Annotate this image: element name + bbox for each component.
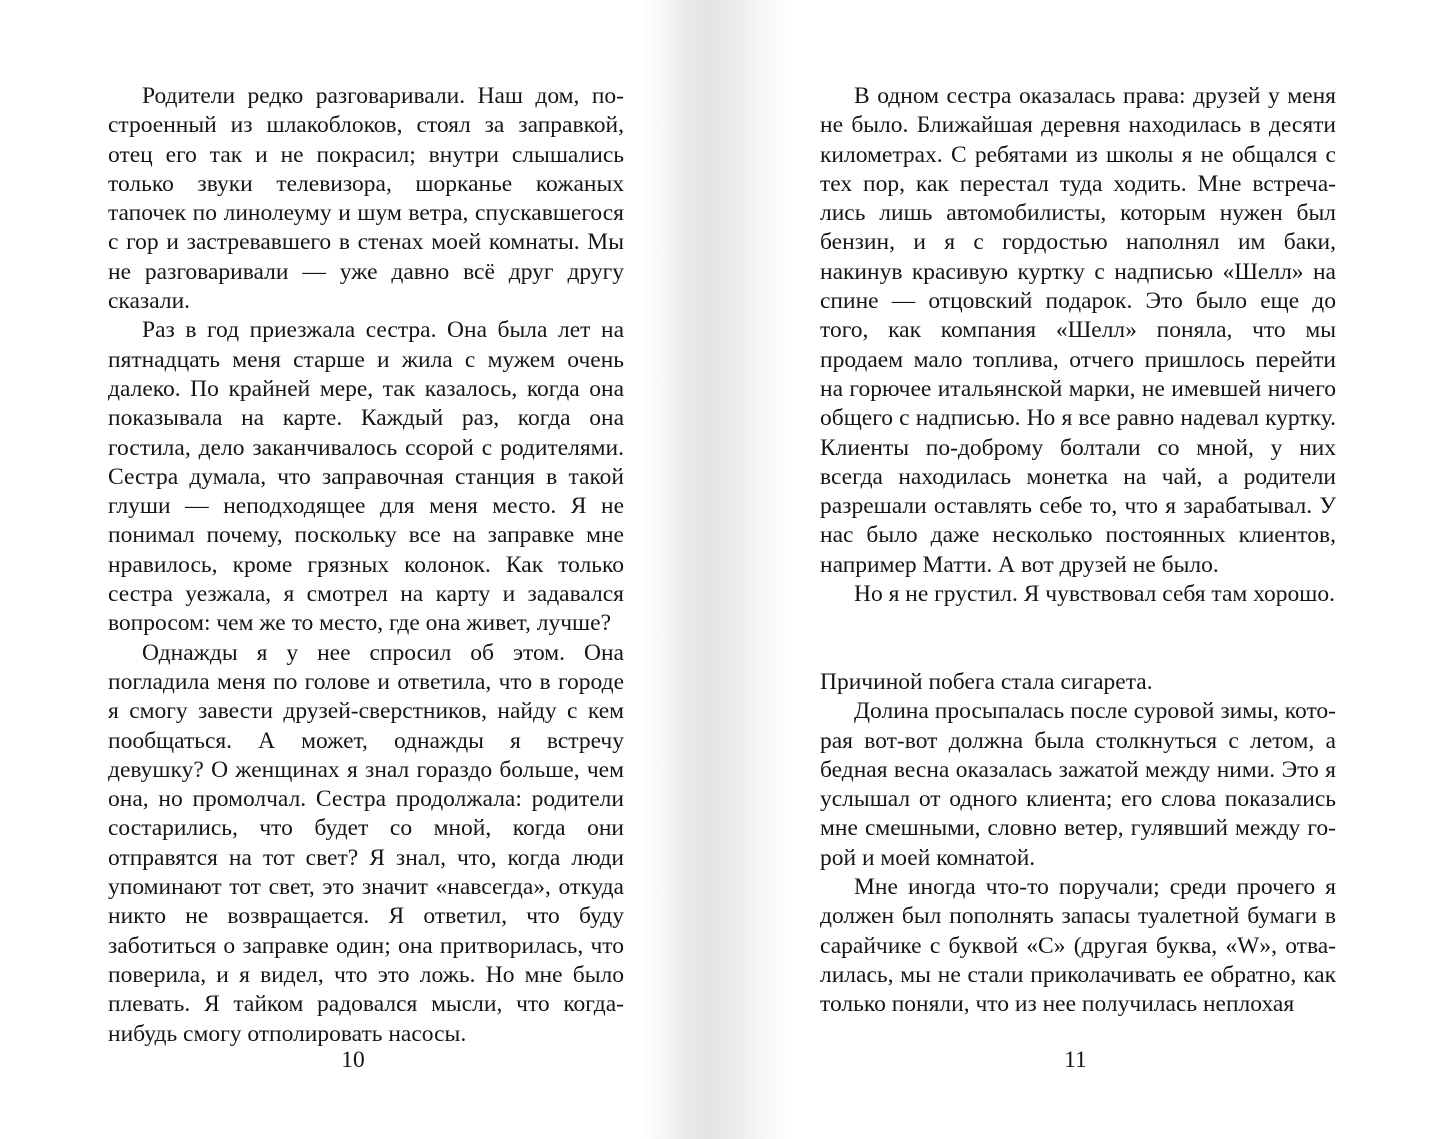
paragraph: В одном сестра оказалась права: друзей у меня не было. Ближайшая деревня находилась в десяти километрах. С ребятами из школы я не общался с тех пор, как перестал туда ходить. Мне встречались лишь автомобилисты, которым нужен был бензин, и я с гордостью наполнял им баки, накинув красивую куртку с надписью «Шелл» на спине — отцовский подарок. Это было еще до того, как компания «Шелл» поняла, что мы продаем мало топлива, отчего пришлось перейти на горючее итальянской марки, не имевшей ничего общего с надписью. Но я все равно надевал куртку. Клиенты по-доброму болтали со мной, у них всегда находилась монетка на чай, а родители разрешали оставлять себе то, что я зарабатывал. У нас было даже несколько постоянных клиентов, например Матти. А вот друзей не было. xyxy=(820,83,1336,578)
paragraph: Раз в год приезжала сестра. Она была лет на пятнадцать меня старше и жила с мужем очень далеко. По крайней мере, так казалось, когда она показывала на карте. Каждый раз, когда она гостила, дело заканчивалось ссорой с родителями. Сестра думала, что заправочная станция в такой глуши — неподходящее для меня место. Я не понимал почему, поскольку все на заправке мне нравилось, кроме грязных колонок. Как только сестра уезжала, я смотрел на карту и задавался вопросом: чем же то место, где она живет, лучше? xyxy=(108,317,624,637)
paragraph: Но я не грустил. Я чувствовал себя там хорошо. xyxy=(854,581,1335,608)
page-number: 11 xyxy=(1064,1047,1087,1073)
right-page xyxy=(722,0,1445,1139)
section-opening-line: Причиной побега стала сигарета. xyxy=(820,668,1153,695)
paragraph: Долина просыпалась после суровой зимы, которая вот-вот должна была столкнуться с летом, а бедная весна оказалась зажатой между ними. Это я услышал от одного клиента; его слова показались мне смешными, словно ветер, гулявший между горой и моей комнатой. xyxy=(820,698,1336,871)
paragraph: Родители редко разговаривали. Наш дом, построенный из шлакоблоков, стоял за заправкой, отец его так и не покрасил; внутри слышались только звуки телевизора, шорканье кожаных тапочек по линолеуму и шум ветра, спускавшегося с гор и застревавшего в стенах моей комнаты. Мы не разговаривали — уже давно всё друг другу сказали. xyxy=(108,83,624,315)
paragraph: Мне иногда что-то поручали; среди прочего я должен был пополнять запасы туалетной бумаги в сарайчике с буквой «С» (другая буква, «W», отвалилась, мы не стали приколачивать ее обратно, как только поняли, что из нее получилась неплохая xyxy=(820,874,1336,1018)
section-break xyxy=(820,609,1336,668)
left-page xyxy=(0,0,720,1139)
paragraph: Однажды я у нее спросил об этом. Она погладила меня по голове и ответила, что в городе я смогу завести друзей-сверстников, найду с кем пообщаться. А может, однажды я встречу девушку? О женщинах я знал гораздо больше, чем она, но промолчал. Сестра продолжала: родители состарились, что будет со мной, когда они отправятся на тот свет? Я знал, что, когда люди упоминают тот свет, это значит «навсегда», откуда никто не возвращается. Я ответил, что буду заботиться о заправке один; она притворилась, что поверила, и я видел, что это ложь. Но мне было плевать. Я тайком радовался мысли, что когда-нибудь смогу отполировать насосы. xyxy=(108,639,624,1047)
right-page-text xyxy=(820,82,1336,1020)
left-page-text xyxy=(108,82,624,1049)
page-number: 10 xyxy=(341,1047,365,1073)
